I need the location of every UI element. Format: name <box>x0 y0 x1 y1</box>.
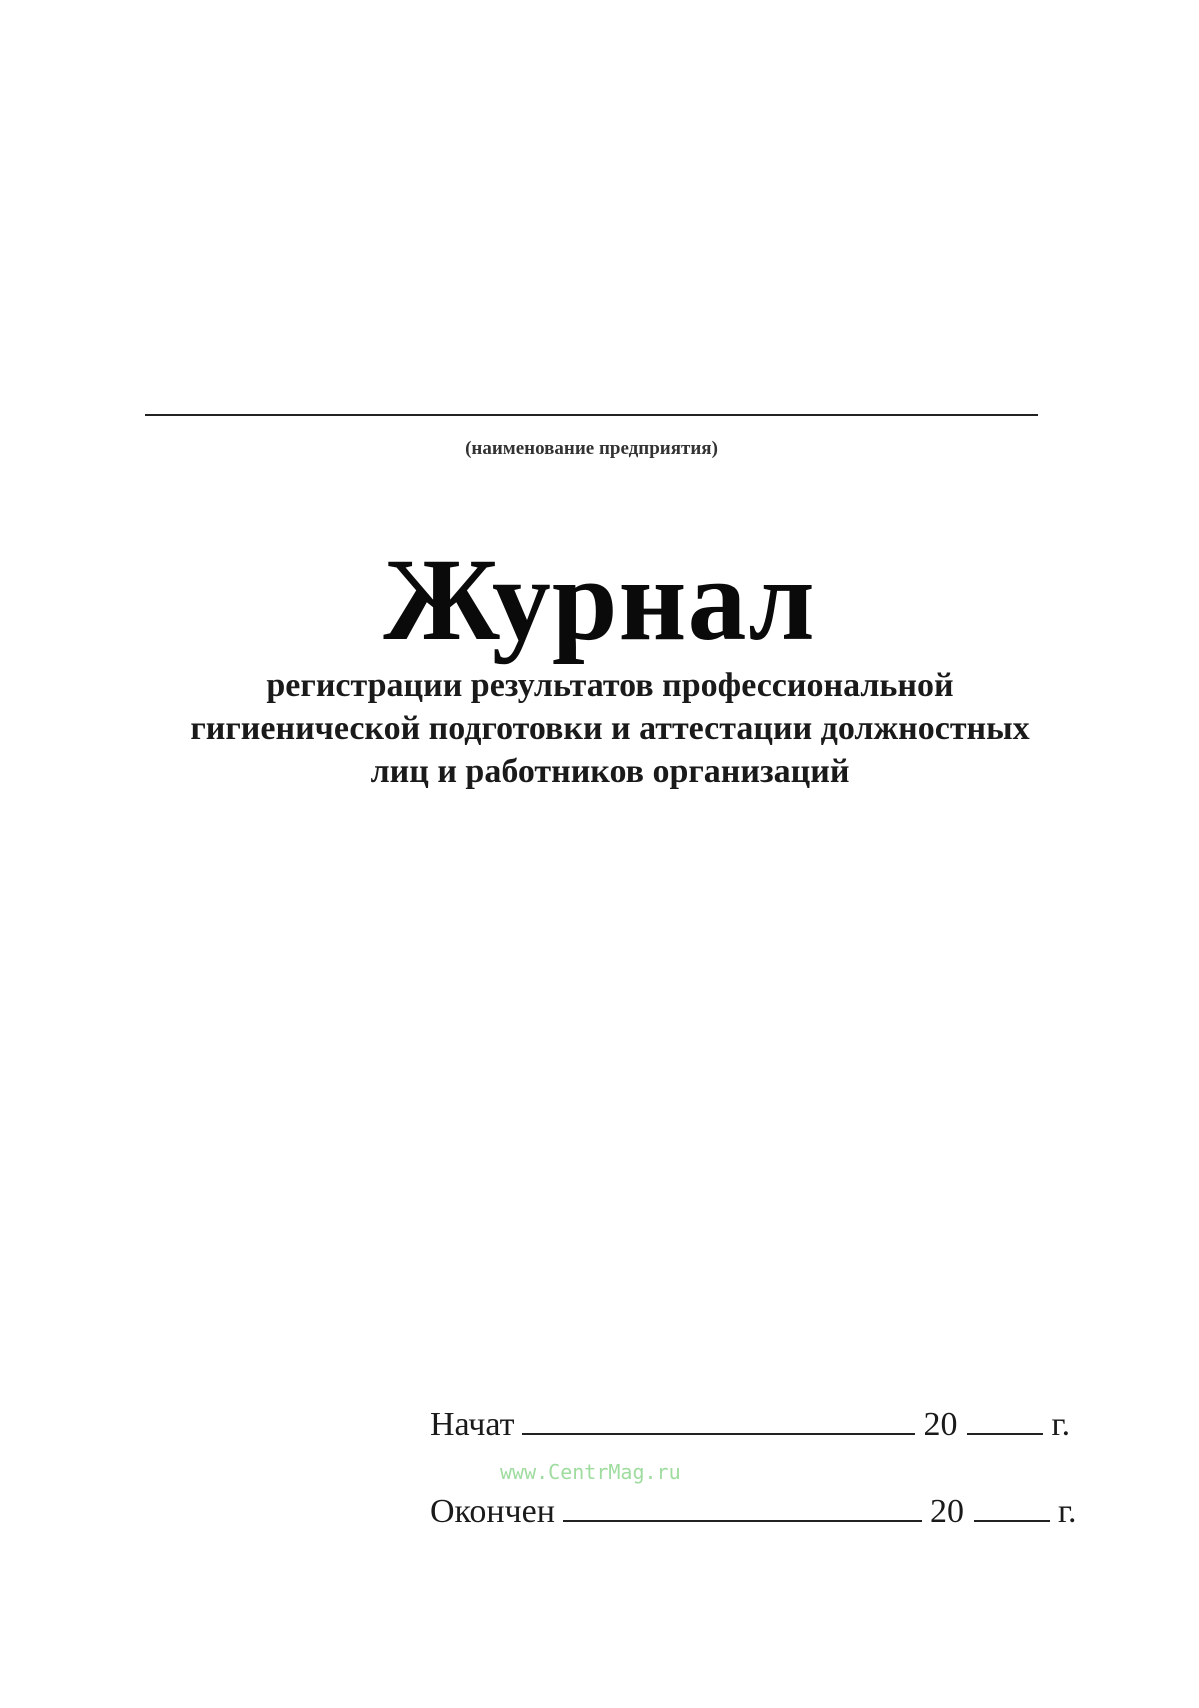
subtitle-line-2: гигиенической подготовки и аттестации должностных <box>190 710 1030 747</box>
started-year-prefix: 20 <box>923 1406 958 1443</box>
ended-label: Окончен <box>430 1493 555 1530</box>
site-watermark: www.CentrMag.ru <box>500 1460 681 1484</box>
started-date-blank <box>522 1399 915 1435</box>
ended-year-blank <box>974 1486 1050 1522</box>
ended-date-blank <box>563 1486 922 1522</box>
started-date-row <box>430 1399 1070 1443</box>
started-year-blank <box>967 1399 1043 1435</box>
started-label: Начат <box>430 1406 515 1443</box>
started-year-suffix: г. <box>1051 1406 1071 1443</box>
organization-name-line <box>145 414 1038 416</box>
ended-year-prefix: 20 <box>929 1493 964 1530</box>
journal-subtitle <box>130 664 1090 793</box>
ended-year-suffix: г. <box>1057 1493 1077 1530</box>
organization-caption: (наименование предприятия) <box>465 438 718 459</box>
subtitle-line-1: регистрации результатов профессиональной <box>266 667 954 704</box>
ended-date-row <box>430 1486 1077 1530</box>
journal-title: Журнал <box>383 534 816 665</box>
subtitle-line-3: лиц и работников организаций <box>370 753 850 790</box>
